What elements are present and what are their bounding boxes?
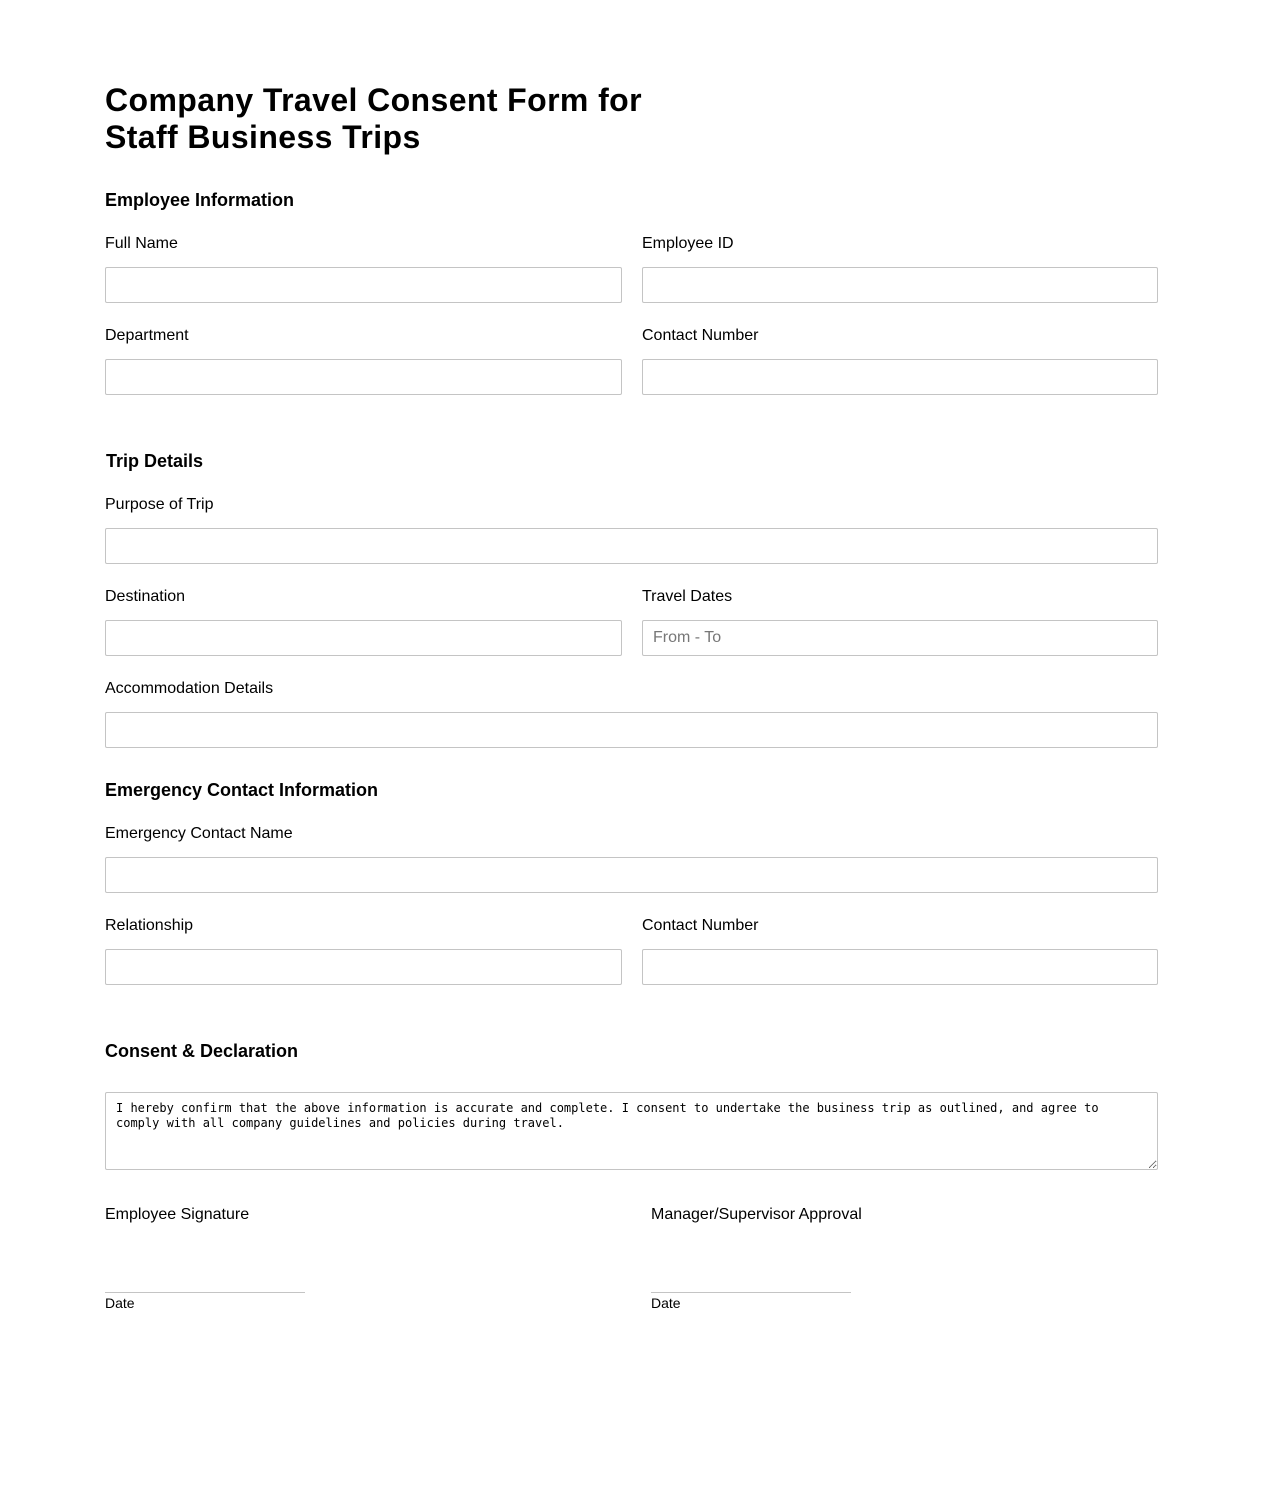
full-name-input[interactable] bbox=[105, 267, 622, 303]
travel-dates-input[interactable] bbox=[642, 620, 1158, 656]
emergency-contact-number-label: Contact Number bbox=[642, 917, 759, 934]
declaration-textarea[interactable] bbox=[105, 1092, 1158, 1170]
accommodation-details-label: Accommodation Details bbox=[105, 680, 274, 697]
department-input[interactable] bbox=[105, 359, 622, 395]
emergency-contact-heading: Emergency Contact Information bbox=[105, 780, 379, 800]
employee-contact-number-label: Contact Number bbox=[642, 327, 759, 344]
employee-id-input[interactable] bbox=[642, 267, 1158, 303]
emergency-contact-name-input[interactable] bbox=[105, 857, 1158, 893]
employee-contact-number-input[interactable] bbox=[642, 359, 1158, 395]
accommodation-details-input[interactable] bbox=[105, 712, 1158, 748]
form-title: Company Travel Consent Form for Staff Business Trips bbox=[105, 82, 642, 155]
department-label: Department bbox=[105, 327, 189, 344]
purpose-of-trip-label: Purpose of Trip bbox=[105, 496, 214, 513]
trip-details-heading: Trip Details bbox=[106, 451, 204, 471]
emergency-contact-number-input[interactable] bbox=[642, 949, 1158, 985]
signature-date-area bbox=[0, 1293, 1263, 1311]
employee-date-label: Date bbox=[105, 1295, 135, 1311]
purpose-of-trip-input[interactable] bbox=[105, 528, 1158, 564]
travel-dates-label: Travel Dates bbox=[642, 588, 733, 605]
relationship-label: Relationship bbox=[105, 917, 194, 934]
relationship-input[interactable] bbox=[105, 949, 622, 985]
full-name-label: Full Name bbox=[105, 235, 178, 252]
employee-id-label: Employee ID bbox=[642, 235, 734, 252]
destination-label: Destination bbox=[105, 588, 186, 605]
manager-approval-label: Manager/Supervisor Approval bbox=[651, 1206, 862, 1223]
manager-date-label: Date bbox=[651, 1295, 681, 1311]
employee-information-heading: Employee Information bbox=[105, 190, 295, 210]
destination-input[interactable] bbox=[105, 620, 622, 656]
consent-declaration-heading: Consent & Declaration bbox=[105, 1041, 299, 1061]
employee-signature-label: Employee Signature bbox=[105, 1206, 250, 1223]
emergency-contact-name-label: Emergency Contact Name bbox=[105, 825, 293, 842]
